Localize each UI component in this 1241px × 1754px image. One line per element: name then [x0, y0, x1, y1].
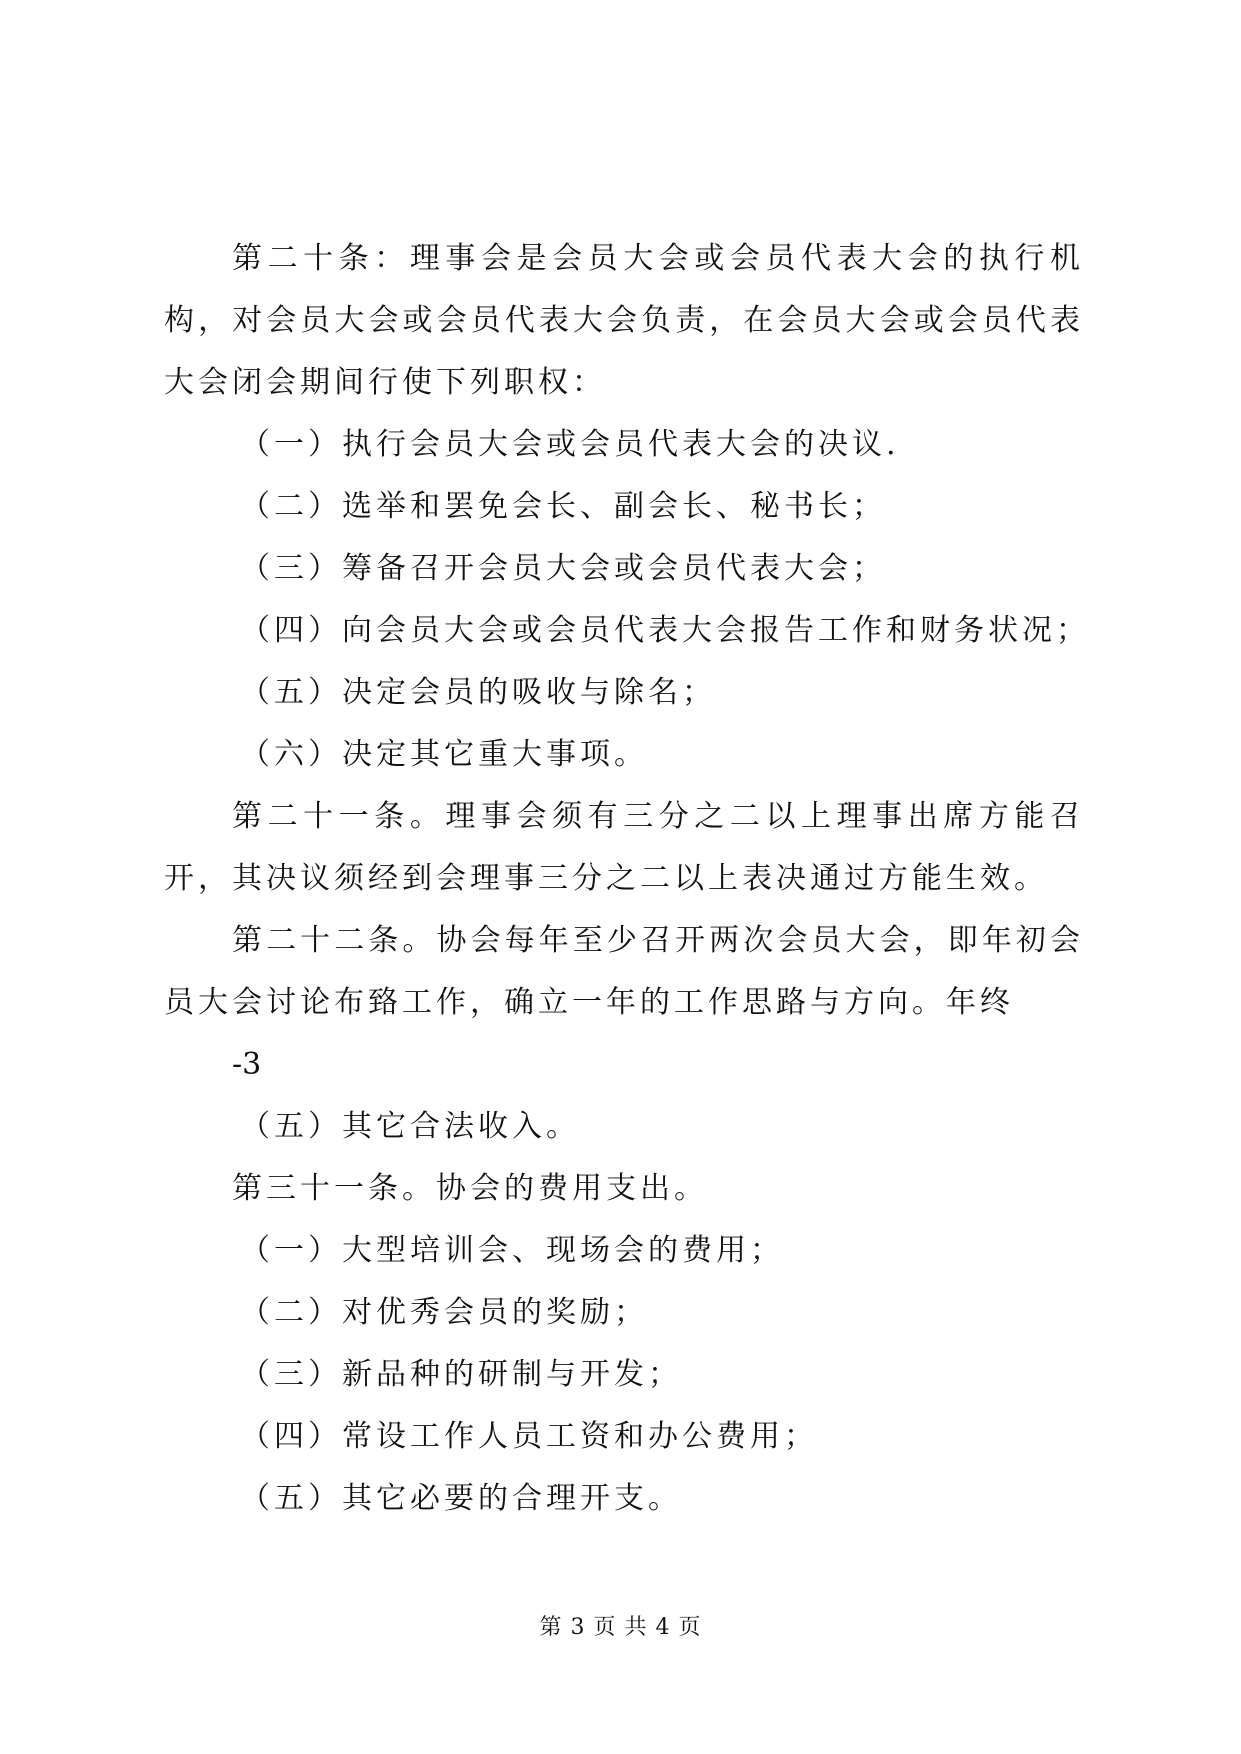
article-20-paragraph: 第二十条：理事会是会员大会或会员代表大会的执行机构，对会员大会或会员代表大会负责，在会员大会或会员代表大会闭会期间行使下列职权：: [164, 241, 1084, 400]
article-31-item-2: （二）对优秀会员的奖励；: [240, 1295, 648, 1330]
article-20-item-6: （六）决定其它重大事项。: [240, 737, 648, 772]
page-marker: -3: [232, 1047, 262, 1082]
income-item-5: （五）其它合法收入。: [240, 1109, 580, 1144]
article-31-item-4: （四）常设工作人员工资和办公费用；: [240, 1419, 818, 1454]
article-31-item-1: （一）大型培训会、现场会的费用；: [240, 1233, 784, 1268]
article-20-item-1: （一）执行会员大会或会员代表大会的决议.: [240, 427, 900, 462]
document-body: [164, 228, 1090, 1530]
article-31-paragraph: 第三十一条。协会的费用支出。: [232, 1171, 708, 1206]
page-footer: 第 3 页 共 4 页: [539, 1615, 702, 1640]
article-20-item-3: （三）筹备召开会员大会或会员代表大会；: [240, 551, 886, 586]
article-21-paragraph: 第二十一条。理事会须有三分之二以上理事出席方能召开，其决议须经到会理事三分之二以上表决通过方能生效。: [164, 799, 1084, 896]
article-31-item-3: （三）新品种的研制与开发；: [240, 1357, 682, 1392]
article-31-item-5: （五）其它必要的合理开支。: [240, 1481, 682, 1516]
article-20-item-5: （五）决定会员的吸收与除名；: [240, 675, 716, 710]
article-20-item-4: （四）向会员大会或会员代表大会报告工作和财务状况；: [240, 613, 1090, 648]
article-22-paragraph: 第二十二条。协会每年至少召开两次会员大会，即年初会员大会讨论布臵工作，确立一年的工作思路与方向。年终: [164, 923, 1084, 1020]
article-20-item-2: （二）选举和罢免会长、副会长、秘书长；: [240, 489, 886, 524]
